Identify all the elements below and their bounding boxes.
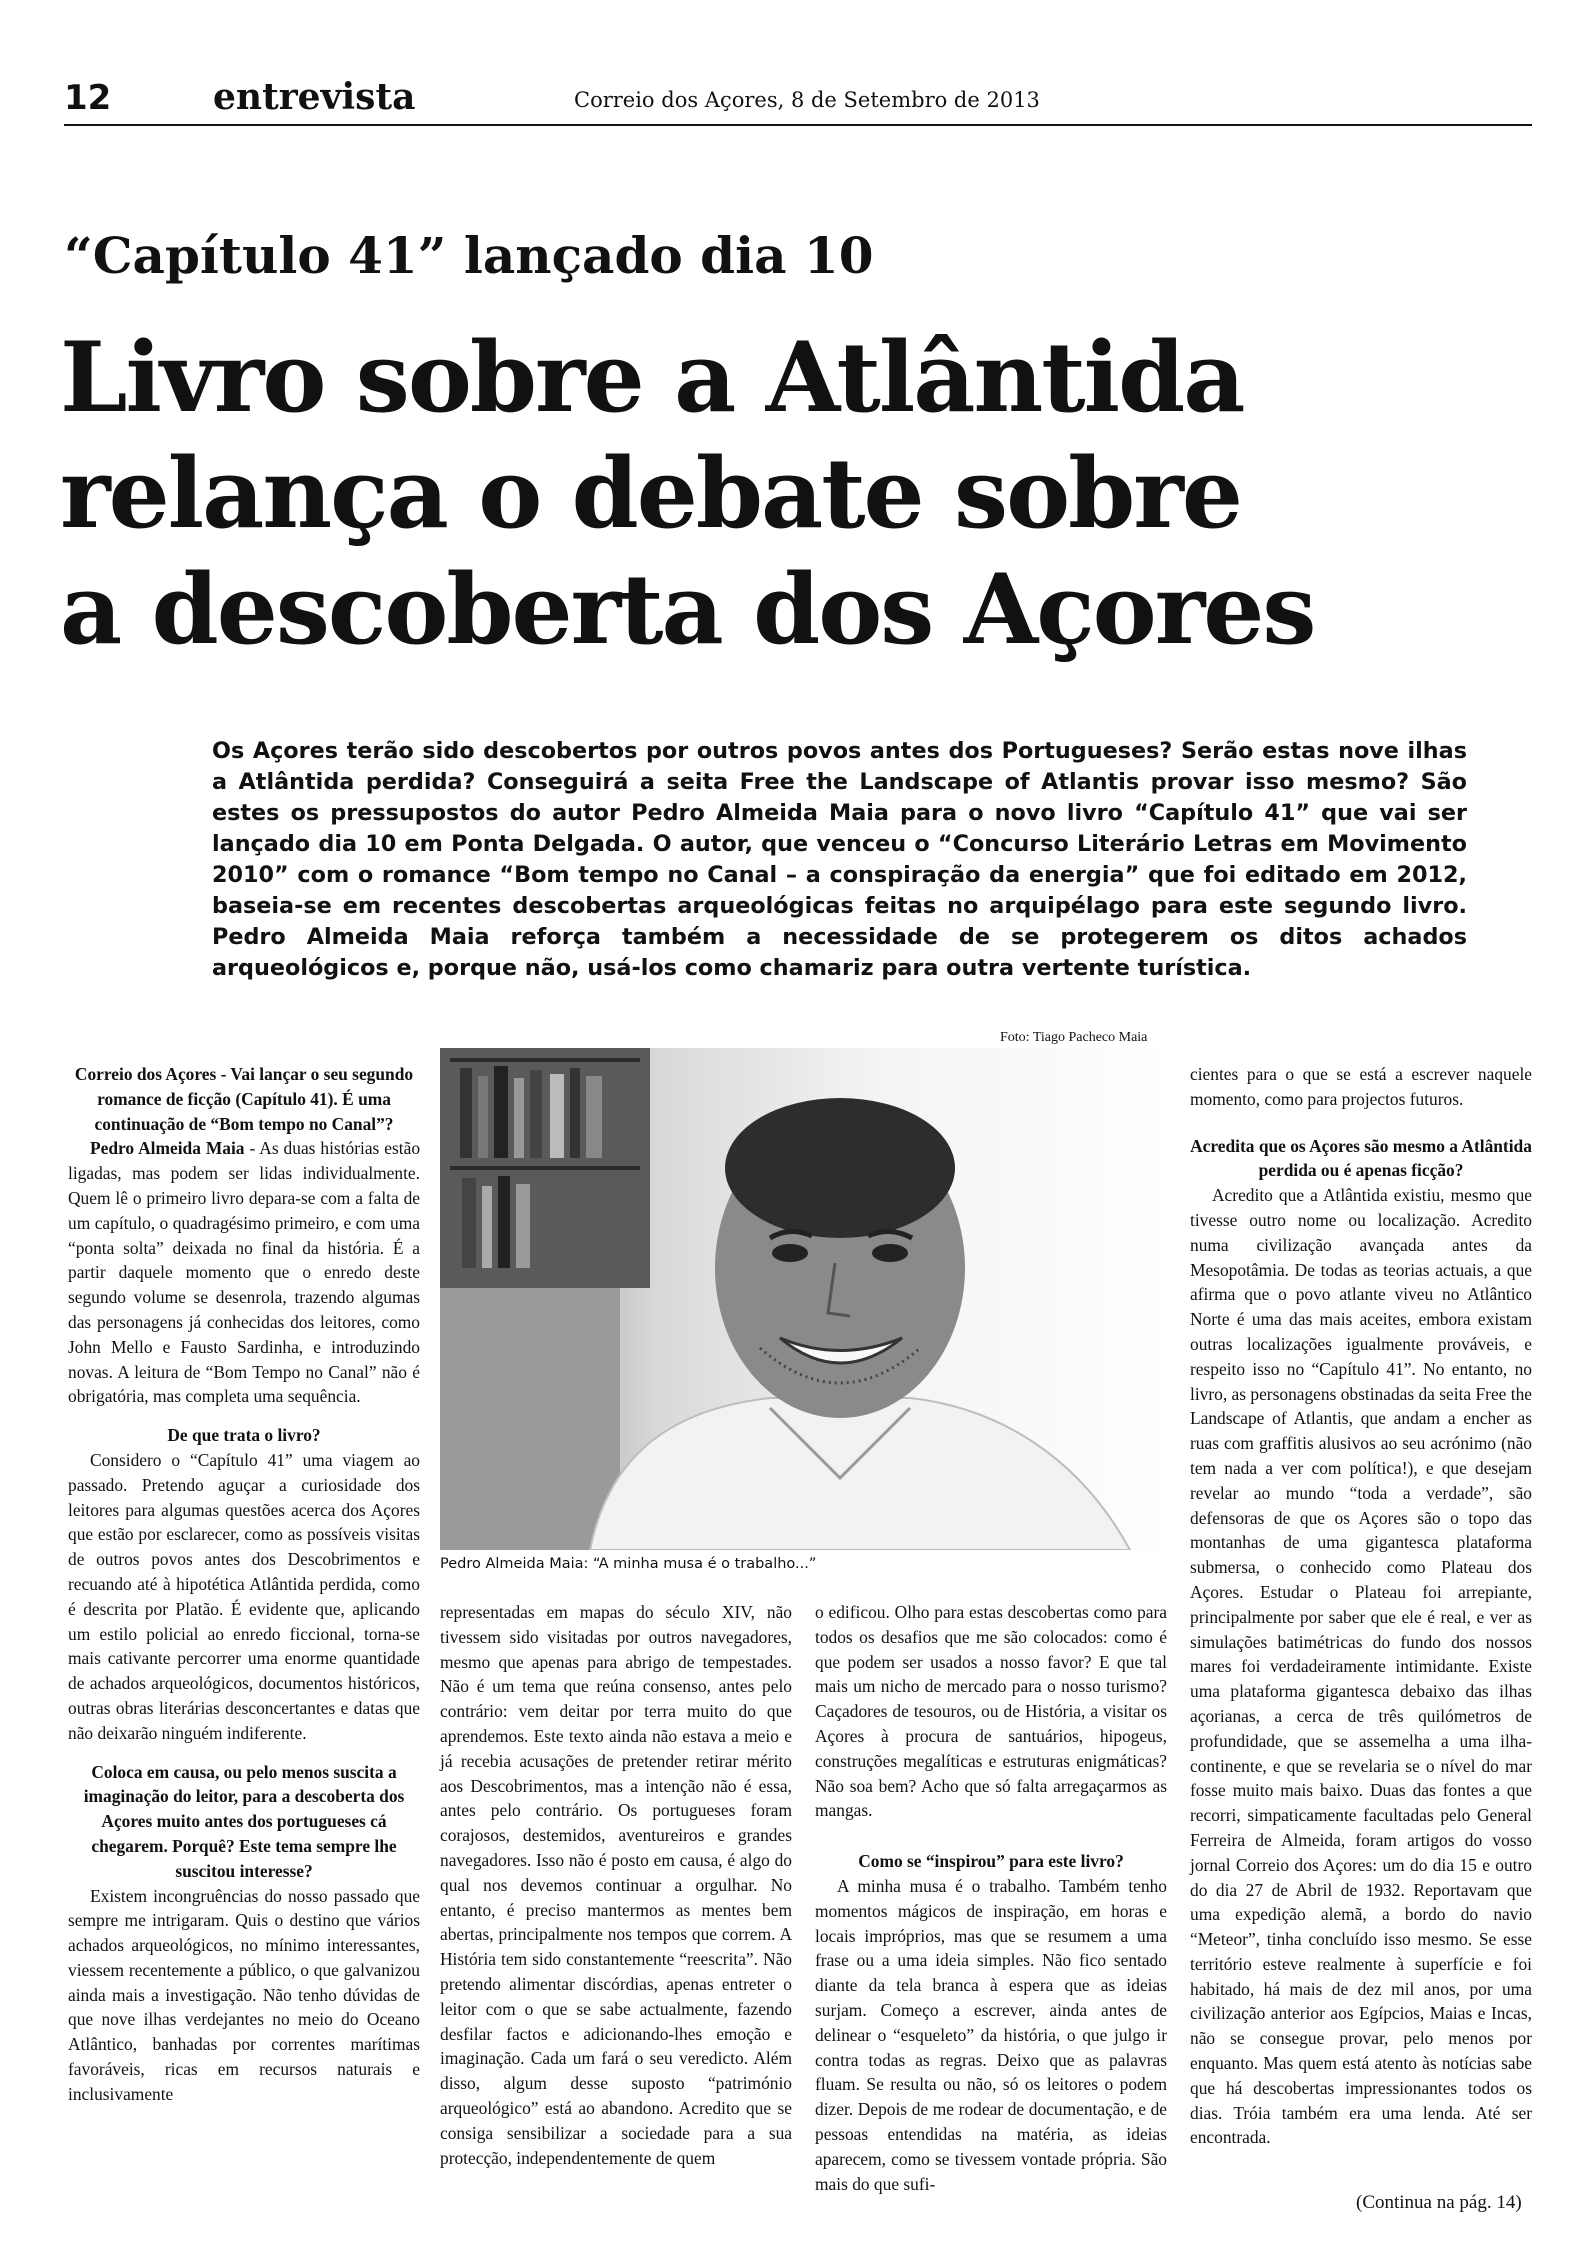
masthead: Correio dos Açores, 8 de Setembro de 2013	[574, 88, 1040, 112]
speaker-name: Pedro Almeida Maia	[90, 1138, 245, 1159]
header-rule	[64, 124, 1532, 126]
page-number: 12	[64, 78, 112, 118]
interview-question: Coloca em causa, ou pelo menos suscita a imaginação do leitor, para a descoberta dos Açores muito antes dos portugueses cá chegarem. Porquê? Este tema sempre lhe suscitou interesse?	[83, 1761, 405, 1881]
photo-credit: Foto: Tiago Pacheco Maia	[1000, 1030, 1148, 1045]
photo-caption: Pedro Almeida Maia: “A minha musa é o trabalho...”	[440, 1556, 817, 1572]
headline-line-1: Livro sobre a Atlântida	[60, 321, 1244, 434]
column-4	[1190, 1062, 1532, 2150]
interview-question: Como se “inspirou” para este livro?	[858, 1851, 1124, 1872]
headline-line-2: relança o debate sobre	[60, 437, 1241, 550]
author-portrait-illustration	[440, 1048, 1173, 1550]
interview-answer: o edificou. Olho para estas descobertas como para todos os desafios que me são colocados: como é que podem ser usados a nosso favor? E que tal mais um nicho de mercado para o nosso turismo? Caçadores de tesouros, ou de História, a visitar os Açores à procura de santuários, hipogeus, construções megalíticas e estruturas enigmáticas? Não soa bem? Acho que só falta arregaçarmos as mangas.	[815, 1602, 1167, 1821]
interview-question: De que trata o livro?	[167, 1425, 321, 1446]
interview-answer: Existem incongruências do nosso passado que sempre me intrigaram. Quis o destino que vários achados arqueológicos, no mínimo interessantes, viessem recentemente a público, o que galvanizou ainda mais a investigação. Não tenho dúvidas de que nove ilhas verdejantes no meio do Oceano Atlântico, banhadas por correntes marítimas favoráveis, ricas em recursos naturais e inclusivamente	[68, 1885, 420, 2104]
continuation-note: (Continua na pág. 14)	[1356, 2192, 1522, 2213]
interview-answer: - As duas histórias estão ligadas, mas podem ser lidas individualmente. Quem lê o primeiro livro depara-se com a falta de um capítulo, o quadragésimo primeiro, e com uma “ponta solta” deixada no final da história. É a partir daquele momento que o enredo deste segundo volume se desenrola, trazendo algumas das personagens já conhecidas dos leitores, como John Mello e Fausto Sardinha, e introduzindo novas. A leitura de “Bom Tempo no Canal” não é obrigatória, mas completa uma sequência.	[68, 1138, 421, 1407]
interview-answer: representadas em mapas do século XIV, não tivessem sido visitadas por outros navegadores, mesmo que apenas para abrigo de tempestades. Não é um tema que reúna consenso, antes pelo contrário: vem deitar por terra muito do que aprendemos. Este texto ainda não estava a meio e já recebia acusações de pretender retirar mérito aos Descobrimentos, mas a intenção não é essa, antes pelo contrário. Os portugueses foram corajosos, destemidos, aventureiros e grandes navegadores. Isso não é posto em causa, é algo do qual nos devemos continuar a orgulhar. No entanto, é preciso mantermos as mentes bem abertas, principalmente nos tempos que correm. A História tem sido constantemente “reescrita”. Não pretendo alimentar discórdias, apenas entreter o leitor com o que se sabe actualmente, fazendo desfilar factos e adicionando-lhes emoção e imaginação. Cada um fará o seu veredicto. Além disso, algum desse suposto “património arqueológico” está ao abandono. Acredito que se consiga sensibilizar a sociedade para a sua protecção, independentemente de quem	[440, 1602, 792, 2168]
interview-question: Correio dos Açores - Vai lançar o seu segundo romance de ficção (Capítulo 41). É uma continuação de “Bom tempo no Canal”?	[74, 1064, 414, 1134]
interview-answer: cientes para o que se está a escrever naquele momento, como para projectos futuros.	[1190, 1064, 1532, 1109]
interview-answer: Considero o “Capítulo 41” uma viagem ao passado. Pretendo aguçar a curiosidade dos leitores para algumas questões acerca dos Açores que estão por esclarecer, como as possíveis visitas de outros povos antes dos Descobrimentos e recuando até à hipotética Atlântida perdida, como é descrita por Platão. É evidente que, aplicando um estilo policial ao enredo ficcional, torna-se mais cativante percorrer uma enorme quantidade de achados arqueológicos, documentos históricos, outras obras literárias desconcertantes e datas que não deixarão ninguém indiferente.	[68, 1449, 420, 1743]
lead-paragraph: Os Açores terão sido descobertos por outros povos antes dos Portugueses? Serão estas nove ilhas a Atlântida perdida? Conseguirá a seita Free the Landscape of Atlantis provar isso mesmo? São estes os pressupostos do autor Pedro Almeida Maia para o novo livro “Capítulo 41” que vai ser lançado dia 10 em Ponta Delgada. O autor, que venceu o “Concurso Literário Letras em Movimento 2010” com o romance “Bom tempo no Canal – a conspiração da energia” que foi editado em 2012, baseia-se em recentes descobertas arqueológicas feitas no arquipélago para este segundo livro. Pedro Almeida Maia reforça também a necessidade de se protegerem os ditos achados arqueológicos e, porque não, usá-los como chamariz para outra vertente turística.	[212, 738, 1467, 981]
kicker: “Capítulo 41” lançado dia 10	[64, 226, 874, 285]
section-title: entrevista	[213, 76, 416, 118]
interview-answer: Acredito que a Atlântida existiu, mesmo que tivesse outro nome ou localização. Acredito numa civilização avançada antes da Mesopotâmia. De todas as teorias actuais, a que afirma que o povo atlante viveu no Atlântico Norte é uma das mais aceites, embora existam outras localizações igualmente prováveis, e respeito isso no “Capítulo 41”. No entanto, no livro, as personagens obstinadas da seita Free the Landscape of Atlantis, que andam a encher as ruas com graffitis alusivos ao seu acrónimo (não tem nada a ver com política!), e que desejam revelar ao mundo “toda a verdade”, são defensoras de que os Açores são o topo das montanhas de uma gigantesca plataforma submersa, o conhecido como Plateau dos Açores. Estudar o Plateau foi arrepiante, principalmente por saber que ele é real, e ver as simulações batimétricas do fundo dos nossos mares foi verdadeiramente intimidante. Existe uma plataforma gigantesca debaixo das ilhas açorianas, a cerca de três quilómetros de profundidade, que se assemelha a uma ilha-continente, e que se revelaria se o nível do mar fosse muito mais baixo. Duas das fontes a que recorri, simpaticamente facultadas pelo General Ferreira de Almeida, foram artigos do vosso jornal Correio dos Açores: um do dia 15 e outro do dia 27 de Abril de 1932. Reportavam que uma expedição alemã, a bordo do navio “Meteor”, tinha concluído isso mesmo. Se esse território esteve realmente à superfície e foi habitado, há mais de dez mil anos, por uma civilização anterior aos Egípcios, Maias e Incas, não se consegue provar, pelo menos por enquanto. Mas quem está atento às notícias sabe que há descobertas impressionantes todos os dias. Tróia também era uma lenda. Até ser encontrada.	[1190, 1185, 1532, 2148]
column-3	[815, 1600, 1167, 2196]
column-2	[440, 1600, 792, 2170]
headline-line-3: a descoberta dos Açores	[60, 553, 1315, 666]
author-photo	[440, 1048, 1173, 1550]
interview-question: Acredita que os Açores são mesmo a Atlântida perdida ou é apenas ficção?	[1190, 1135, 1532, 1181]
interview-answer: A minha musa é o trabalho. Também tenho momentos mágicos de inspiração, em horas e locais impróprios, mas que se resumem a uma frase ou a uma ideia simples. Não fico sentado diante da tela branca à espera que as ideias surjam. Começo a escrever, ainda antes de delinear o “esqueleto” da história, o que julgo ir contra todas as regras. Deixo que as palavras fluam. Se resulta ou não, só os leitores o podem dizer. Depois de me rodear de documentação, e de pessoas entendidas na matéria, as ideias aparecem, como se tivessem vontade própria. São mais do que sufi-	[815, 1875, 1167, 2194]
column-1	[68, 1062, 420, 2107]
headline	[60, 320, 1314, 668]
